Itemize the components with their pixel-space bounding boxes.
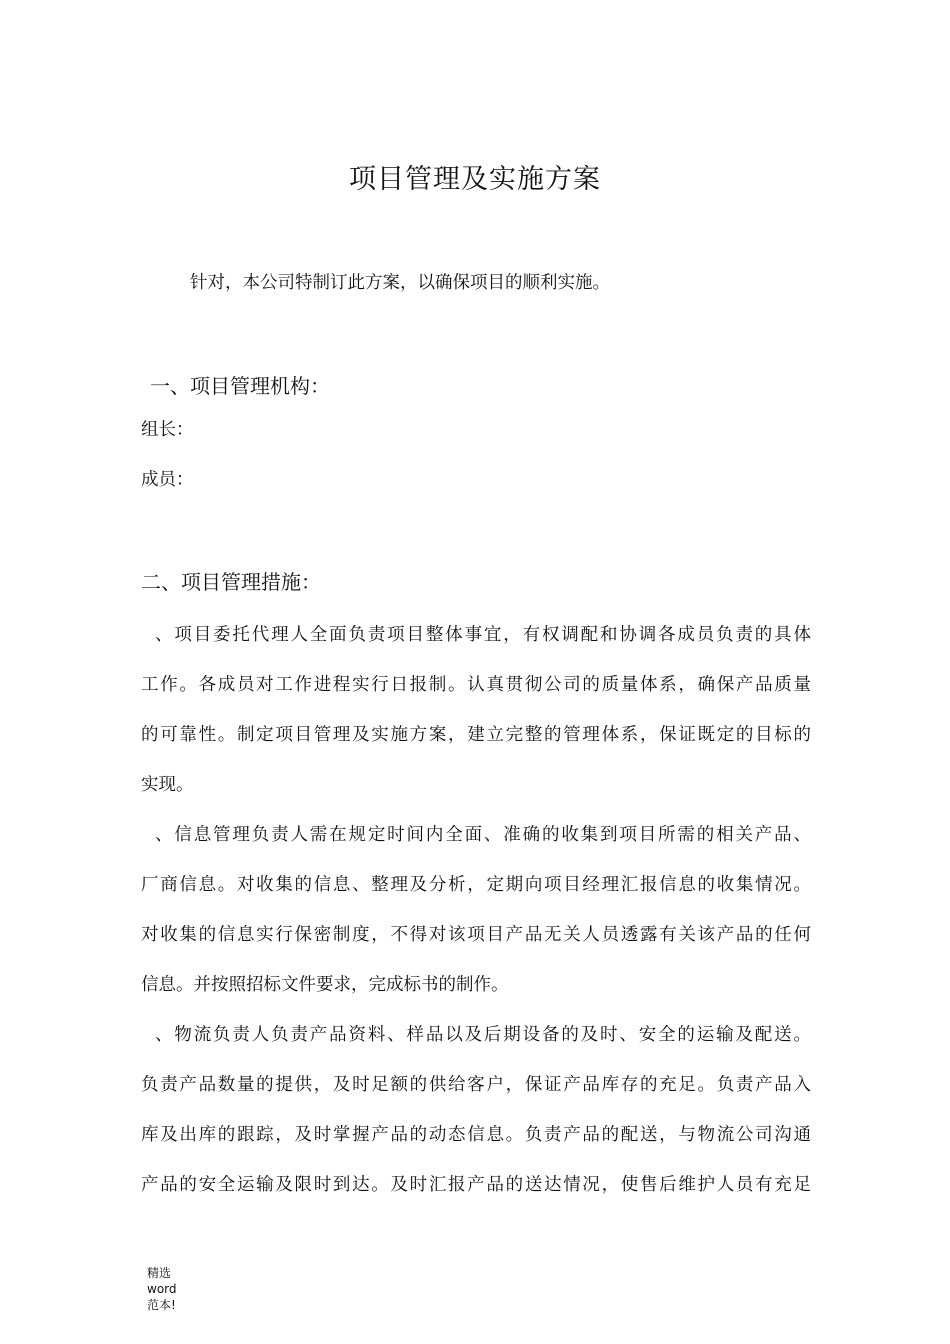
section-heading-measures: 二、项目管理措施： <box>141 570 321 594</box>
footer-line: 精选 <box>147 1266 172 1280</box>
footer-note <box>147 1265 177 1313</box>
footer-line: 范本! <box>147 1298 176 1312</box>
paragraph-line: 负责产品数量的提供，及时足额的供给客户，保证产品库存的充足。负责产品入 <box>141 1075 811 1095</box>
footer-line: word <box>147 1282 177 1296</box>
section-heading-organization: 一、项目管理机构： <box>150 374 330 398</box>
measure-paragraph-1 <box>141 610 811 810</box>
measures-list <box>141 610 811 1210</box>
paragraph-line: 、物流负责人负责产品资料、样品以及后期设备的及时、安全的运输及配送。 <box>155 1025 811 1045</box>
paragraph-line: 信息。并按照招标文件要求，完成标书的制作。 <box>141 975 509 995</box>
document-title: 项目管理及实施方案 <box>349 164 601 195</box>
measure-paragraph-3 <box>141 1010 811 1210</box>
paragraph-line: 的可靠性。制定项目管理及实施方案，建立完整的管理体系，保证既定的目标的 <box>141 725 811 745</box>
paragraph-line: 库及出库的跟踪，及时掌握产品的动态信息。负责产品的配送，与物流公司沟通 <box>141 1125 811 1145</box>
paragraph-line: 厂商信息。对收集的信息、整理及分析，定期向项目经理汇报信息的收集情况。 <box>141 875 811 895</box>
paragraph-line: 对收集的信息实行保密制度，不得对该项目产品无关人员透露有关该产品的任何 <box>141 925 811 945</box>
measure-paragraph-2 <box>141 810 811 1010</box>
intro-paragraph: 针对，本公司特制订此方案，以确保项目的顺利实施。 <box>190 273 610 293</box>
paragraph-line: 实现。 <box>141 775 194 795</box>
members-label: 成员： <box>141 470 194 490</box>
paragraph-line: 、项目委托代理人全面负责项目整体事宜，有权调配和协调各成员负责的具体 <box>155 625 811 645</box>
paragraph-line: 、信息管理负责人需在规定时间内全面、准确的收集到项目所需的相关产品、 <box>155 825 811 845</box>
leader-label: 组长： <box>141 420 194 440</box>
paragraph-line: 产品的安全运输及限时到达。及时汇报产品的送达情况，使售后维护人员有充足 <box>141 1175 811 1195</box>
paragraph-line: 工作。各成员对工作进程实行日报制。认真贯彻公司的质量体系，确保产品质量 <box>141 675 811 695</box>
